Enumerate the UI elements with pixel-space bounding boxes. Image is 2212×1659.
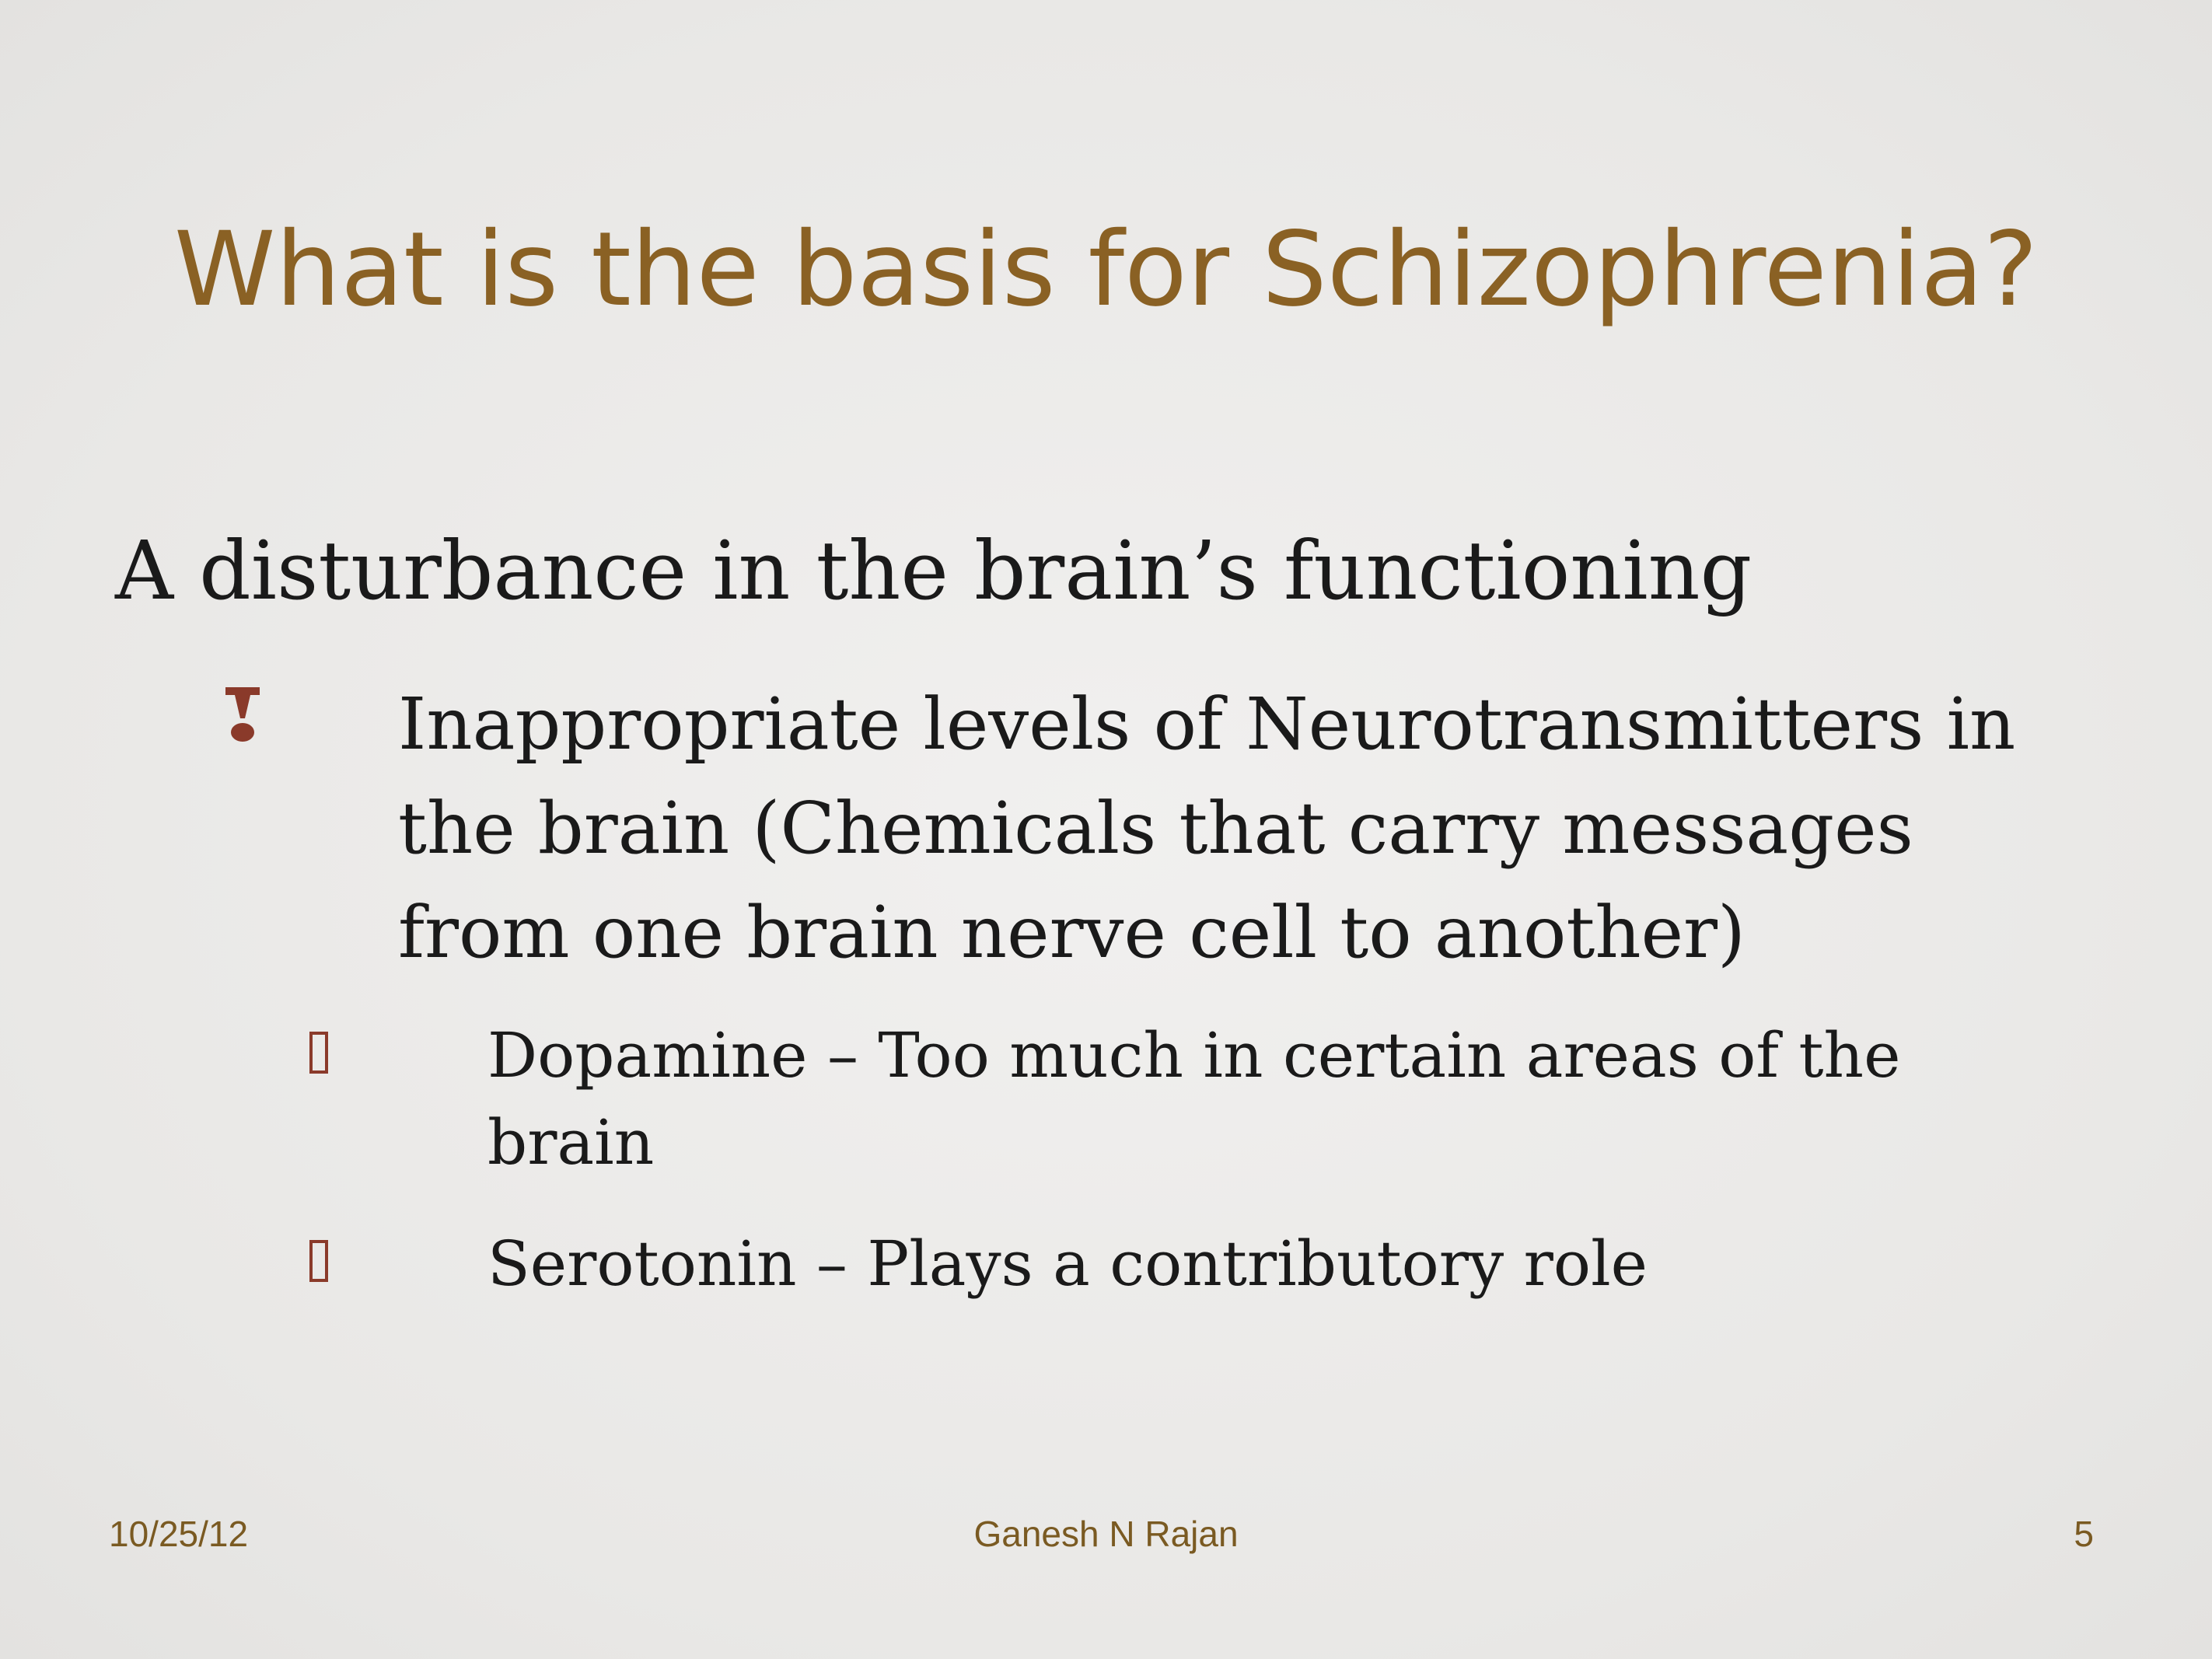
heading-level-1: A disturbance in the brain’s functioning [115,523,1752,618]
exclamation-bullet-icon [219,684,266,746]
sub-bullet-dopamine: Dopamine – Too much in certain areas of the brain [487,1019,1901,1179]
box-bullet-icon [309,1240,328,1282]
bullet-neurotransmitters: Inappropriate levels of Neurotransmitters in the brain (Chemicals that carry messages from one brain nerve cell to another) [398,683,2016,974]
footer-date: 10/25/12 [109,1514,249,1554]
footer-page-number: 5 [2074,1514,2094,1554]
footer-author: Ganesh N Rajan [973,1514,1239,1554]
sub-bullet-serotonin: Serotonin – Plays a contributory role [487,1228,1648,1300]
box-bullet-icon [309,1032,328,1074]
slide-title: What is the basis for Schizophrenia? [173,210,2039,330]
